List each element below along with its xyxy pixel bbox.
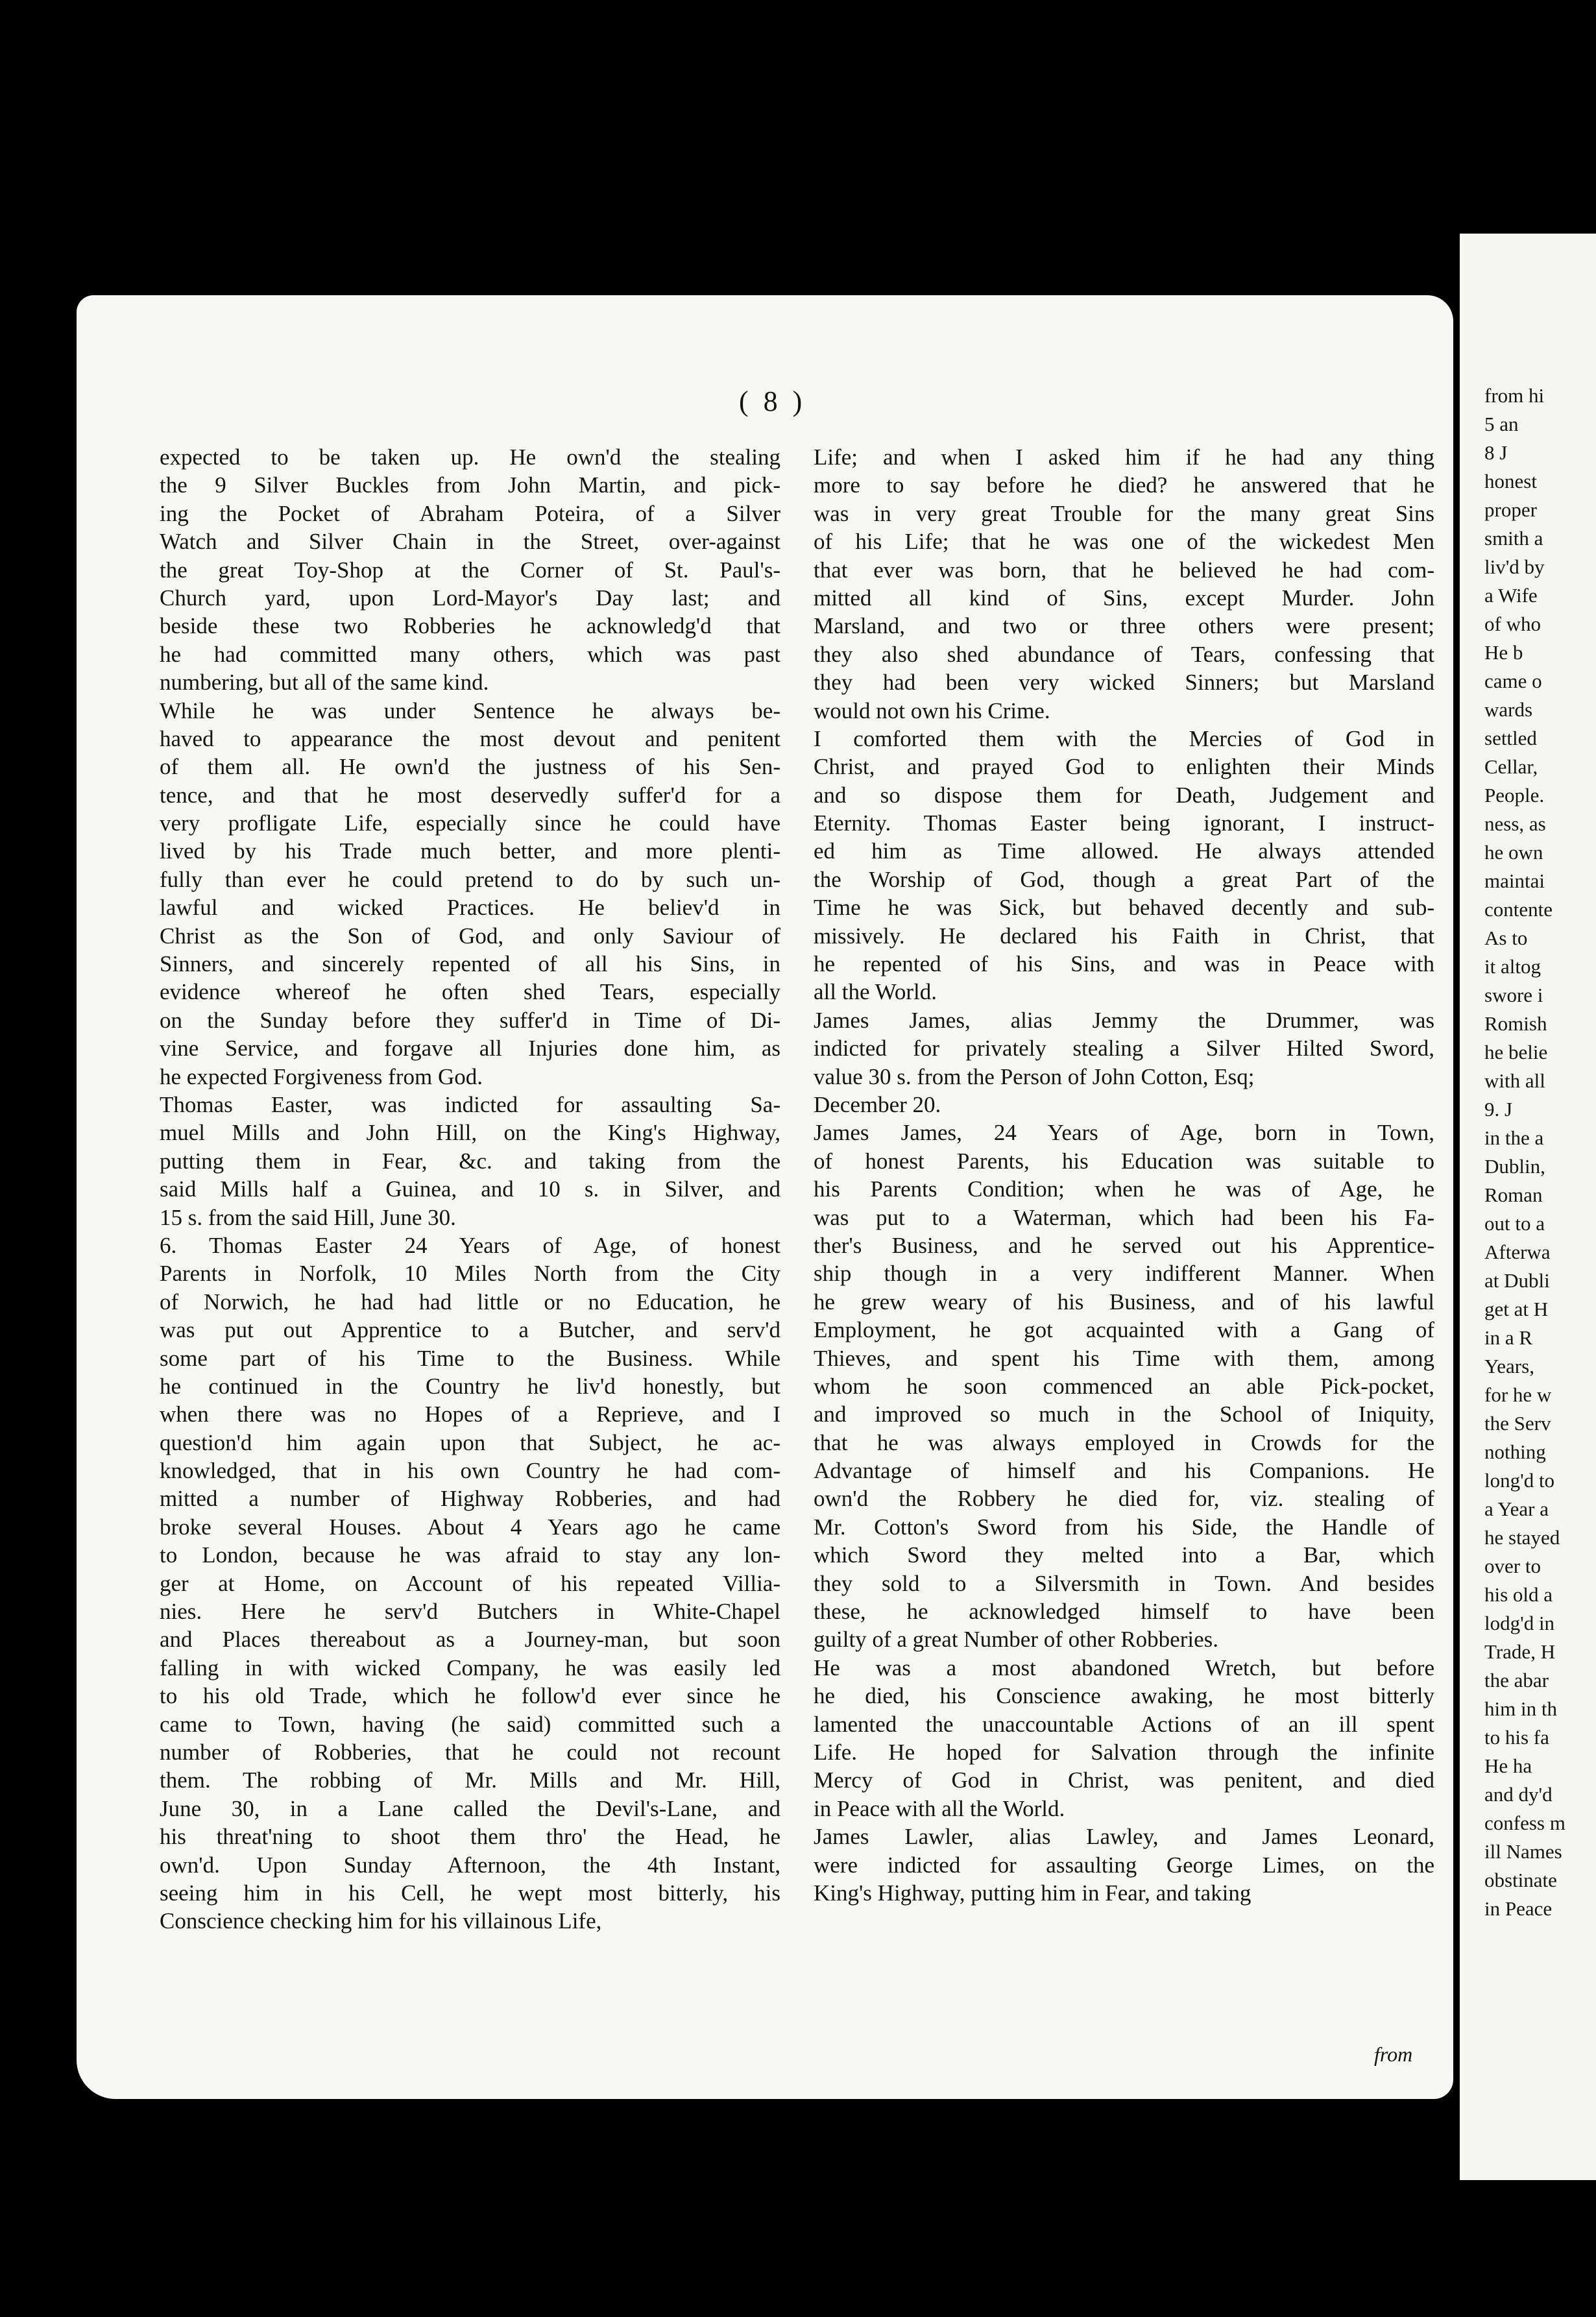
text-line: own'd the Robbery he died for, viz. stealing of (814, 1486, 1434, 1512)
text-line: was put to a Waterman, which had been his Fa- (814, 1204, 1434, 1230)
text-line: he died, his Conscience awaking, he most bitterly (814, 1683, 1434, 1709)
text-line: ed him as Time allowed. He always attended (814, 838, 1434, 864)
facing-page-line: swore i (1484, 984, 1543, 1006)
facing-page-line: Afterwa (1484, 1241, 1551, 1263)
text-line: of his Life; that he was one of the wickedest Men (814, 529, 1434, 555)
text-line: of them all. He own'd the justness of his Sen- (160, 754, 780, 780)
text-line: While he was under Sentence he always be- (160, 698, 780, 723)
text-line: tence, and that he most deservedly suffer'd for a (160, 782, 780, 808)
text-line: which Sword they melted into a Bar, which (814, 1542, 1434, 1568)
facing-page-line: out to a (1484, 1212, 1545, 1235)
text-line: they also shed abundance of Tears, confessing that (814, 641, 1434, 667)
text-line: Marsland, and two or three others were present; (814, 613, 1434, 639)
text-line: these, he acknowledged himself to have been (814, 1599, 1434, 1625)
catchword: from (1374, 2043, 1413, 2066)
text-line: December 20. (814, 1091, 941, 1117)
text-line: putting them in Fear, &c. and taking from the (160, 1148, 780, 1174)
facing-page-line: Years, (1484, 1355, 1534, 1377)
facing-page-line: confess m (1484, 1812, 1566, 1834)
facing-page-line: wards (1484, 698, 1533, 721)
text-line: was in very great Trouble for the many great Sins (814, 500, 1434, 526)
facing-page-line: in the a (1484, 1126, 1544, 1149)
text-line: said Mills half a Guinea, and 10 s. in Silver, and (160, 1176, 780, 1202)
text-line: would not own his Crime. (814, 698, 1050, 723)
facing-page-line: over to (1484, 1555, 1541, 1577)
text-line: ther's Business, and he served out his Apprentice- (814, 1232, 1434, 1258)
facing-page-line: he belie (1484, 1041, 1548, 1063)
facing-page-line: 5 an (1484, 413, 1519, 435)
facing-page-line: it altog (1484, 955, 1541, 978)
facing-page-line: at Dubli (1484, 1269, 1550, 1292)
facing-page-line: to his fa (1484, 1726, 1549, 1749)
facing-page-line: maintai (1484, 869, 1545, 892)
text-line: Eternity. Thomas Easter being ignorant, I instruct- (814, 810, 1434, 836)
text-line: mitted all kind of Sins, except Murder. John (814, 585, 1434, 611)
text-line: he had committed many others, which was past (160, 641, 780, 667)
text-line: muel Mills and John Hill, on the King's Highway, (160, 1120, 780, 1146)
facing-page-line: proper (1484, 498, 1537, 521)
facing-page-line: he stayed (1484, 1526, 1560, 1549)
text-line: Mercy of God in Christ, was penitent, and died (814, 1767, 1434, 1793)
text-line: knowledged, that in his own Country he had com- (160, 1458, 780, 1484)
text-line: 6. Thomas Easter 24 Years of Age, of honest (160, 1232, 780, 1258)
text-line: that he was always employed in Crowds for the (814, 1429, 1434, 1455)
facing-page-line: Cellar, (1484, 755, 1538, 778)
text-line: beside these two Robberies he acknowledg'd that (160, 613, 780, 639)
text-line: vine Service, and forgave all Injuries done him, as (160, 1036, 780, 1061)
facing-page-line: in a R (1484, 1326, 1533, 1349)
facing-page-line: get at H (1484, 1298, 1549, 1320)
text-line: Sinners, and sincerely repented of all his Sins, in (160, 951, 780, 977)
text-line: Thieves, and spent his Time with them, among (814, 1345, 1434, 1371)
facing-page-line: Roman (1484, 1183, 1543, 1206)
text-line: nies. Here he serv'd Butchers in White-Chapel (160, 1599, 780, 1625)
facing-page-line: long'd to (1484, 1469, 1555, 1492)
text-line: that ever was born, that he believed he had com- (814, 557, 1434, 583)
facing-page-line: ness, as (1484, 812, 1546, 835)
text-line: missively. He declared his Faith in Christ, that (814, 923, 1434, 949)
text-line: and Places thereabout as a Journey-man, but soon (160, 1627, 780, 1653)
text-line: more to say before he died? he answered that he (814, 472, 1434, 498)
text-line: falling in with wicked Company, he was easily led (160, 1655, 780, 1680)
page-number: ( 8 ) (739, 385, 806, 417)
text-line: Life. He hoped for Salvation through the infinite (814, 1739, 1434, 1765)
facing-page-line: smith a (1484, 527, 1543, 550)
text-line: ing the Pocket of Abraham Poteira, of a Silver (160, 500, 780, 526)
text-line: he expected Forgiveness from God. (160, 1063, 483, 1089)
text-line: guilty of a great Number of other Robberies. (814, 1627, 1218, 1653)
facing-page-line: He ha (1484, 1754, 1532, 1777)
text-line: James James, 24 Years of Age, born in Town, (814, 1120, 1434, 1146)
text-line: He was a most abandoned Wretch, but before (814, 1655, 1434, 1680)
text-line: seeing him in his Cell, he wept most bitterly, his (160, 1880, 780, 1906)
facing-page-line: and dy'd (1484, 1783, 1553, 1806)
facing-page-line: lodg'd in (1484, 1612, 1555, 1634)
facing-page-line: in Peace (1484, 1897, 1553, 1920)
text-line: they sold to a Silversmith in Town. And besides (814, 1570, 1434, 1596)
text-line: expected to be taken up. He own'd the stealing (160, 444, 780, 470)
facing-page-line: he own (1484, 841, 1543, 864)
facing-page-line: honest (1484, 470, 1537, 492)
facing-page-line: with all (1484, 1069, 1545, 1092)
right-column (814, 443, 1434, 1907)
facing-page-line: As to (1484, 927, 1528, 949)
text-line: the great Toy-Shop at the Corner of St. Paul's- (160, 557, 780, 583)
text-line: Mr. Cotton's Sword from his Side, the Handle of (814, 1514, 1434, 1540)
text-line: were indicted for assaulting George Limes, on the (814, 1852, 1434, 1878)
text-line: whom he soon commenced an able Pick-pocket, (814, 1373, 1434, 1399)
text-line: Time he was Sick, but behaved decently and sub- (814, 895, 1434, 921)
facing-page-line: for he w (1484, 1383, 1552, 1406)
facing-page-line: the abar (1484, 1669, 1549, 1692)
text-line: I comforted them with the Mercies of God in (814, 725, 1434, 751)
text-line: he repented of his Sins, and was in Peace with (814, 951, 1434, 977)
text-line: lawful and wicked Practices. He believ'd in (160, 895, 780, 921)
facing-page-line: ill Names (1484, 1840, 1562, 1863)
text-line: very profligate Life, especially since he could have (160, 810, 780, 836)
facing-page-line: a Year a (1484, 1498, 1549, 1520)
text-line: Church yard, upon Lord-Mayor's Day last; and (160, 585, 780, 611)
facing-page-edge (1460, 234, 1596, 2180)
facing-page-line: settled (1484, 727, 1537, 749)
text-line: he continued in the Country he liv'd honestly, but (160, 1373, 780, 1399)
facing-page-line: He b (1484, 641, 1523, 664)
text-line: James James, alias Jemmy the Drummer, was (814, 1007, 1434, 1033)
text-line: his threat'ning to shoot them thro' the Head, he (160, 1824, 780, 1850)
text-line: evidence whereof he often shed Tears, especially (160, 979, 780, 1005)
text-line: to his old Trade, which he follow'd ever since he (160, 1683, 780, 1709)
facing-page-line: nothing (1484, 1440, 1546, 1463)
text-line: came to Town, having (he said) committed such a (160, 1711, 780, 1737)
text-line: ger at Home, on Account of his repeated Villia- (160, 1570, 780, 1596)
facing-page-line: Dublin, (1484, 1155, 1545, 1178)
text-line: numbering, but all of the same kind. (160, 670, 489, 696)
text-line: own'd. Upon Sunday Afternoon, the 4th Instant, (160, 1852, 780, 1878)
facing-page-line: contente (1484, 898, 1553, 921)
text-line: indicted for privately stealing a Silver Hilted Sword, (814, 1036, 1434, 1061)
text-line: fully than ever he could pretend to do by such un- (160, 866, 780, 892)
text-line: and improved so much in the School of Iniquity, (814, 1401, 1434, 1427)
text-line: when there was no Hopes of a Reprieve, and I (160, 1401, 780, 1427)
facing-page-line: Romish (1484, 1012, 1547, 1035)
text-line: on the Sunday before they suffer'd in Time of Di- (160, 1007, 780, 1033)
facing-page-line: came o (1484, 670, 1542, 692)
text-line: Watch and Silver Chain in the Street, over-against (160, 529, 780, 555)
text-line: haved to appearance the most devout and penitent (160, 725, 780, 751)
facing-page-line: Trade, H (1484, 1640, 1556, 1663)
text-line: all the World. (814, 979, 937, 1005)
text-line: mitted a number of Highway Robberies, and had (160, 1486, 780, 1512)
facing-page-line: obstinate (1484, 1869, 1557, 1891)
text-line: the Worship of God, though a great Part of the (814, 866, 1434, 892)
text-line: in Peace with all the World. (814, 1795, 1065, 1821)
facing-page-text (1484, 382, 1596, 1923)
text-line: them. The robbing of Mr. Mills and Mr. Hill, (160, 1767, 780, 1793)
text-line: of Norwich, he had had little or no Education, he (160, 1289, 780, 1315)
text-line: Advantage of himself and his Companions. He (814, 1458, 1434, 1484)
facing-page-line: a Wife (1484, 584, 1538, 607)
text-line: lived by his Trade much better, and more plenti- (160, 838, 780, 864)
facing-page-line: People. (1484, 784, 1545, 807)
text-line: value 30 s. from the Person of John Cotton, Esq; (814, 1063, 1255, 1089)
text-line: his Parents Condition; when he was of Age, he (814, 1176, 1434, 1202)
text-line: Conscience checking him for his villainous Life, (160, 1908, 602, 1934)
text-line: of honest Parents, his Education was suitable to (814, 1148, 1434, 1174)
facing-page-line: liv'd by (1484, 555, 1545, 578)
text-line: Thomas Easter, was indicted for assaulting Sa- (160, 1091, 780, 1117)
text-line: and so dispose them for Death, Judgement and (814, 782, 1434, 808)
text-line: Life; and when I asked him if he had any thing (814, 444, 1434, 470)
facing-page-line: from hi (1484, 384, 1545, 407)
text-line: number of Robberies, that he could not recount (160, 1739, 780, 1765)
facing-page-line: his old a (1484, 1583, 1553, 1606)
facing-page-line: of who (1484, 613, 1541, 635)
facing-page-line: 8 J (1484, 441, 1508, 464)
text-line: Christ as the Son of God, and only Saviour of (160, 923, 780, 949)
text-line: ship though in a very indifferent Manner. When (814, 1261, 1434, 1287)
text-line: June 30, in a Lane called the Devil's-Lane, and (160, 1795, 780, 1821)
text-line: 15 s. from the said Hill, June 30. (160, 1204, 456, 1230)
facing-page-line: 9. J (1484, 1098, 1513, 1121)
text-line: question'd him again upon that Subject, he ac- (160, 1429, 780, 1455)
text-line: was put out Apprentice to a Butcher, and serv'd (160, 1317, 780, 1343)
text-line: Parents in Norfolk, 10 Miles North from the City (160, 1261, 780, 1287)
facing-page-line: him in th (1484, 1697, 1557, 1720)
text-line: Employment, he got acquainted with a Gang of (814, 1317, 1434, 1343)
text-line: King's Highway, putting him in Fear, and taking (814, 1880, 1251, 1906)
text-line: Christ, and prayed God to enlighten their Minds (814, 754, 1434, 780)
text-line: he grew weary of his Business, and of his lawful (814, 1289, 1434, 1315)
text-line: James Lawler, alias Lawley, and James Leonard, (814, 1824, 1434, 1850)
text-line: broke several Houses. About 4 Years ago he came (160, 1514, 780, 1540)
text-line: to London, because he was afraid to stay any lon- (160, 1542, 780, 1568)
text-line: some part of his Time to the Business. While (160, 1345, 780, 1371)
text-line: the 9 Silver Buckles from John Martin, and pick- (160, 472, 780, 498)
facing-page-line: the Serv (1484, 1412, 1551, 1435)
text-line: they had been very wicked Sinners; but Marsland (814, 670, 1434, 696)
text-line: lamented the unaccountable Actions of an ill spent (814, 1711, 1434, 1737)
left-column (160, 443, 780, 1935)
